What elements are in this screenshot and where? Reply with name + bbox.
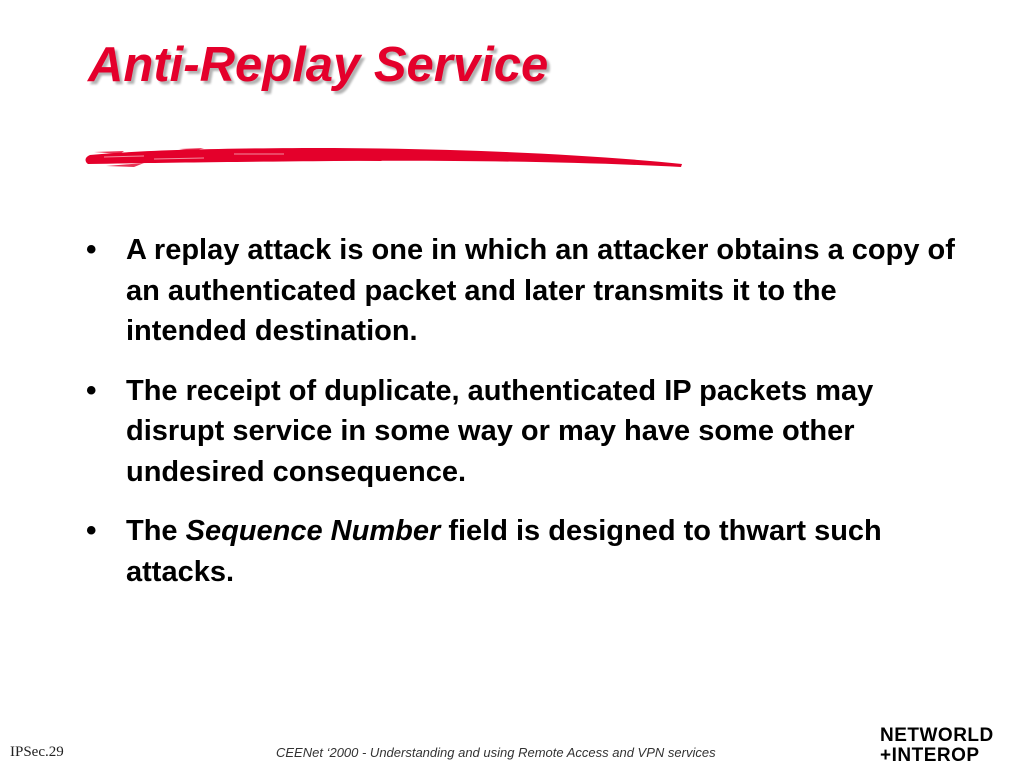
logo-line-networld: NETWORLD — [880, 725, 994, 746]
bullet-marker: • — [86, 373, 97, 407]
bullet-text: The Sequence Number field is designed to thwart such attacks. — [126, 515, 882, 588]
bullet-marker: • — [86, 233, 97, 266]
bullet-text: The receipt of duplicate, authenticated IP packets may disrupt service in some way or may have some other undesired consequence. — [126, 374, 874, 488]
bullet-item — [86, 230, 956, 352]
slide-title: Anti-Replay Service — [88, 38, 549, 92]
logo-line-interop: +INTEROP — [880, 745, 980, 766]
bullet-text: A replay attack is one in which an attacker obtains a copy of an authenticated packet and later transmits it to the intended destination. — [126, 234, 955, 347]
bullet-item — [86, 371, 956, 493]
footer-text: CEENet ‘2000 - Understanding and using Remote Access and VPN services — [276, 745, 716, 760]
networld-interop-logo — [880, 726, 1006, 766]
slide-number: IPSec.29 — [10, 744, 64, 760]
bullet-item — [86, 511, 956, 592]
bullet-list — [86, 230, 956, 611]
sequence-number-emphasis: Sequence Number — [185, 515, 441, 547]
title-underline-brush-stroke — [84, 142, 684, 172]
bullet-marker: • — [86, 514, 97, 547]
